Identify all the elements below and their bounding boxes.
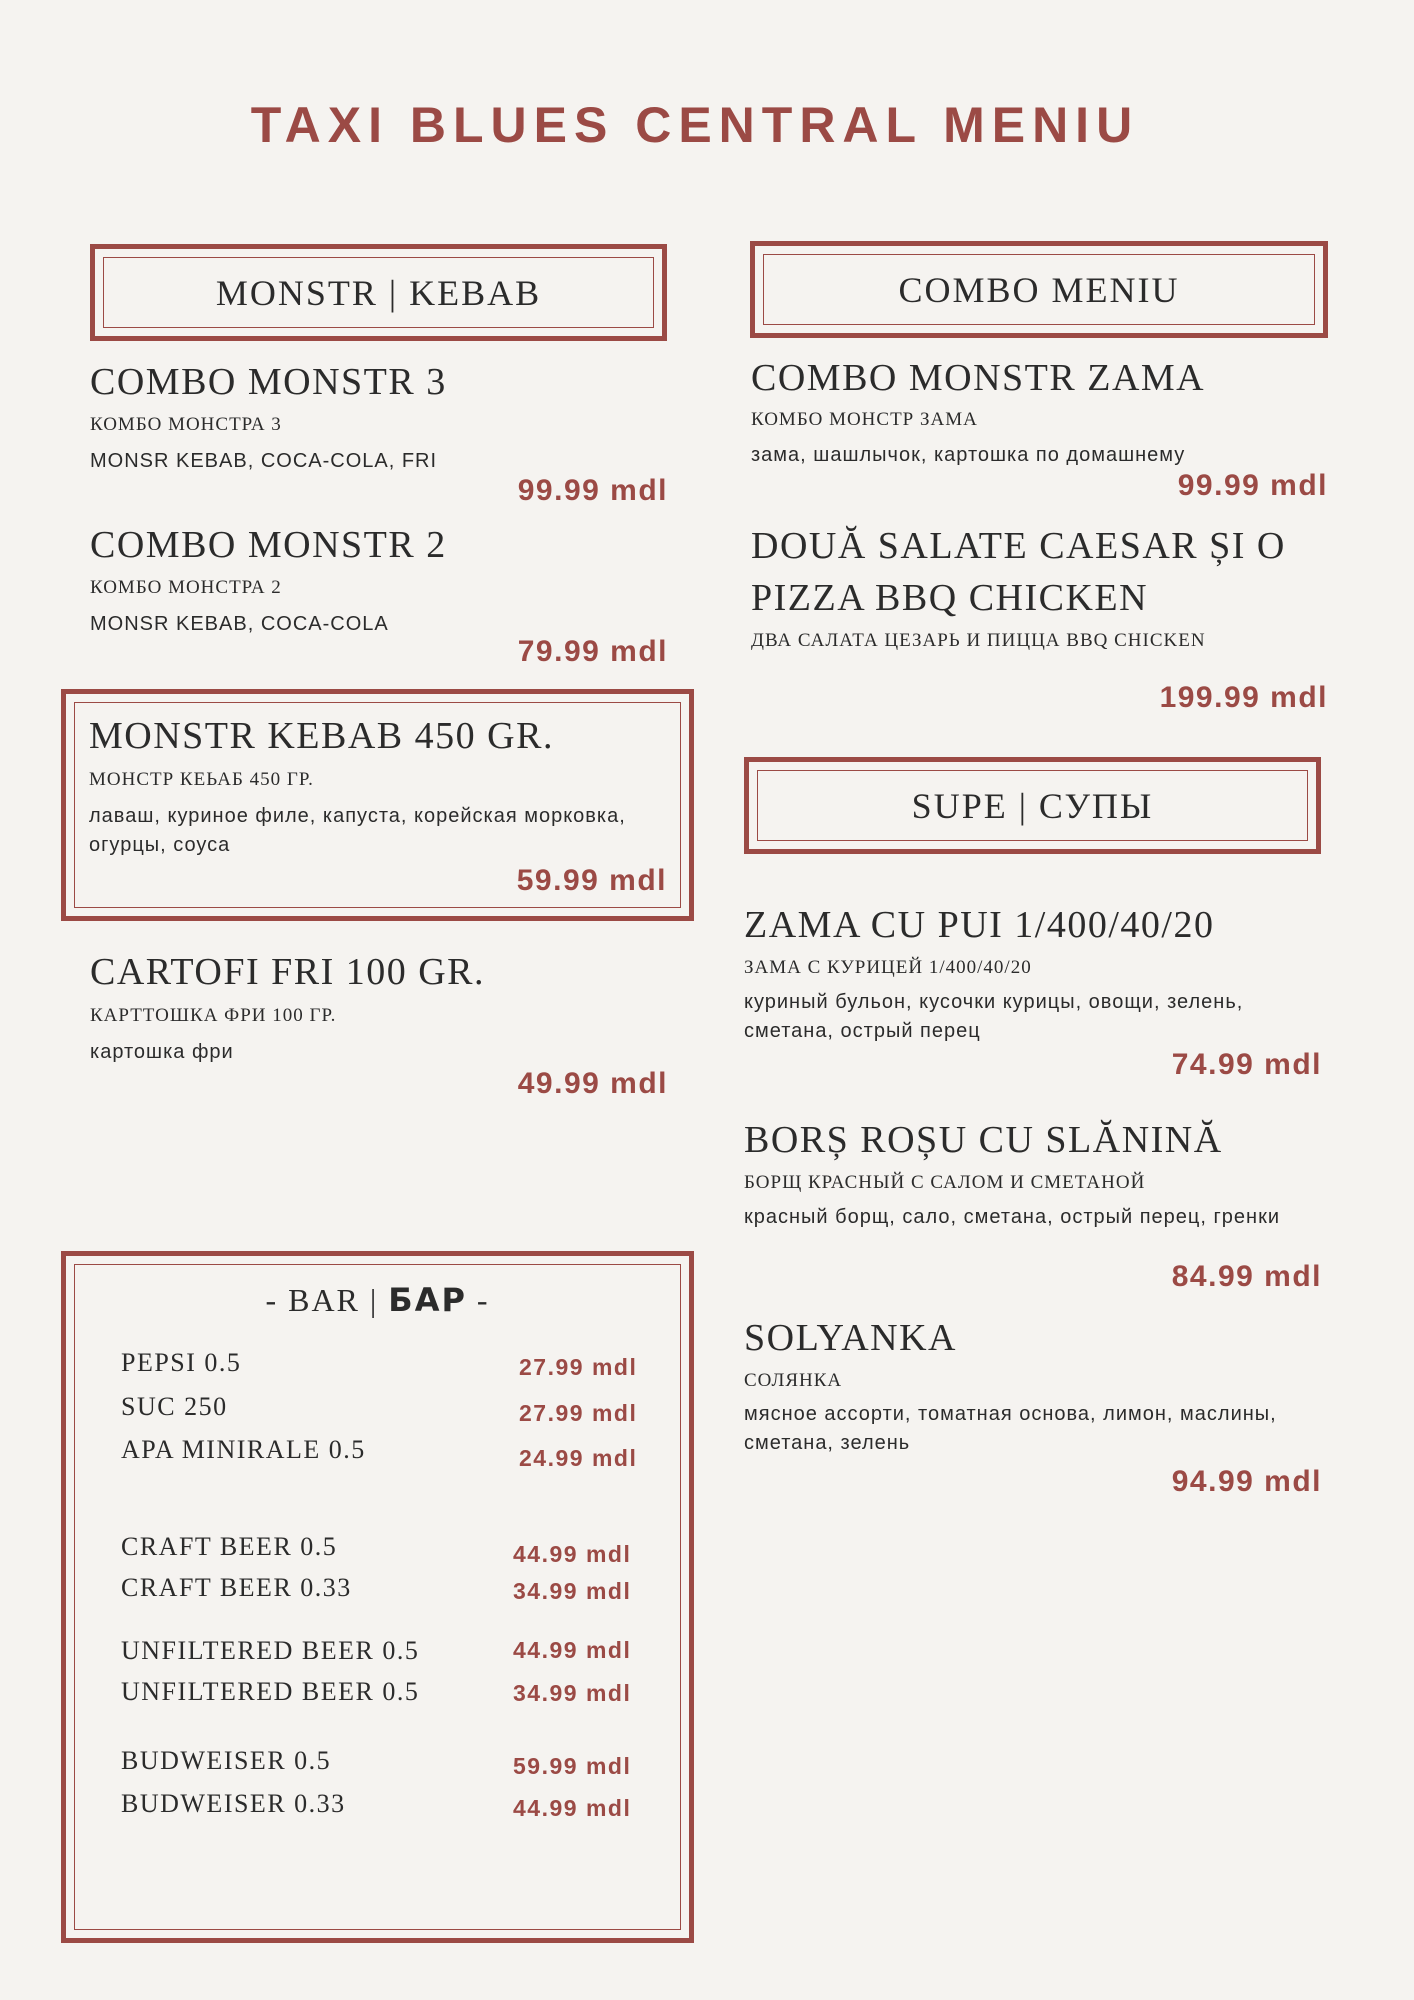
bar-item-name: CRAFT BEER 0.33 xyxy=(121,1573,352,1602)
item-name-ru: ЗАМА С КУРИЦЕЙ 1/400/40/20 xyxy=(744,957,1032,978)
item-name: COMBO MONSTR 3 xyxy=(90,361,447,403)
bar-item-price: 59.99 mdl xyxy=(513,1753,632,1779)
section-title-kebab: MONSTR | KEBAB xyxy=(215,272,542,313)
bar-item-name: APA MINIRALE 0.5 xyxy=(121,1435,366,1464)
bar-item-price: 34.99 mdl xyxy=(513,1680,632,1706)
item-description: красный борщ, сало, сметана, острый перец, гренки xyxy=(744,1206,1281,1228)
bar-item-name: PEPSI 0.5 xyxy=(121,1348,242,1377)
item-description: картошка фри xyxy=(90,1041,234,1063)
section-header-combo xyxy=(750,241,1328,338)
item-description: MONSR KEBAB, COCA-COLA, FRI xyxy=(90,450,438,472)
item-name-ru: МОНСТР КЕЬАБ 450 ГР. xyxy=(89,769,314,790)
item-price: 84.99 mdl xyxy=(1171,1260,1322,1293)
bar-item-name: BUDWEISER 0.5 xyxy=(121,1746,332,1775)
item-price: 94.99 mdl xyxy=(1171,1465,1322,1498)
section-header-supe xyxy=(744,757,1321,854)
item-price: 59.99 mdl xyxy=(516,864,667,897)
item-name: ZAMA CU PUI 1/400/40/20 xyxy=(744,904,1215,946)
bar-item-name: UNFILTERED BEER 0.5 xyxy=(121,1677,420,1706)
bar-item-price: 27.99 mdl xyxy=(519,1400,638,1426)
item-description: куриный бульон, кусочки курицы, овощи, зелень, сметана, острый перец xyxy=(744,991,1244,1042)
item-price: 79.99 mdl xyxy=(517,635,668,668)
bar-item-price: 44.99 mdl xyxy=(513,1541,632,1567)
bar-item-price: 34.99 mdl xyxy=(513,1578,632,1604)
item-name: BORȘ ROȘU CU SLĂNINĂ xyxy=(744,1119,1223,1161)
item-description: лаваш, куриное филе, капуста, корейская морковка, огурцы, соуса xyxy=(89,805,626,856)
item-description: мясное ассорти, томатная основа, лимон, маслины, сметана, зелень xyxy=(744,1403,1277,1454)
bar-item-price: 27.99 mdl xyxy=(519,1354,638,1380)
item-name-ru: КАРТТОШКА ФРИ 100 ГР. xyxy=(90,1005,337,1026)
item-name-ru: БОРЩ КРАСНЫЙ С САЛОМ И СМЕТАНОЙ xyxy=(744,1172,1146,1193)
section-title-combo: COMBO MENIU xyxy=(898,269,1180,310)
bar-item-name: CRAFT BEER 0.5 xyxy=(121,1532,338,1561)
item-name: MONSTR KEBAB 450 GR. xyxy=(89,715,554,757)
bar-item-price: 44.99 mdl xyxy=(513,1637,632,1663)
item-price: 99.99 mdl xyxy=(517,474,668,507)
item-price: 199.99 mdl xyxy=(1159,681,1328,714)
item-name-ru: ДВА САЛАТА ЦЕЗАРЬ И ПИЦЦА BBQ CHICKEN xyxy=(751,630,1206,651)
section-title-supe: SUPE | СУПЫ xyxy=(911,785,1154,826)
bar-item-price: 24.99 mdl xyxy=(519,1445,638,1471)
item-name-ru: КОМБО МОНСТРА 3 xyxy=(90,414,282,435)
item-name: CARTOFI FRI 100 GR. xyxy=(90,951,486,993)
item-name-ru: КОМБО МОНСТРА 2 xyxy=(90,577,282,598)
item-description: зама, шашлычок, картошка по домашнему xyxy=(751,444,1186,466)
item-price: 99.99 mdl xyxy=(1177,469,1328,502)
item-name: DOUĂ SALATE CAESAR ȘI O PIZZA BBQ CHICKEN xyxy=(751,525,1286,619)
item-price: 49.99 mdl xyxy=(517,1067,668,1100)
item-name: SOLYANKA xyxy=(744,1317,957,1359)
item-name-ru: КОМБО МОНСТР ЗАМА xyxy=(751,409,978,430)
bar-section-title: - BAR | БАР - xyxy=(265,1281,490,1319)
section-header-kebab xyxy=(90,244,667,341)
bar-item-name: BUDWEISER 0.33 xyxy=(121,1789,346,1818)
item-description: MONSR KEBAB, COCA-COLA xyxy=(90,613,389,635)
item-price: 74.99 mdl xyxy=(1171,1048,1322,1081)
bar-item-name: SUC 250 xyxy=(121,1392,228,1421)
menu-title: TAXI BLUES CENTRAL MENIU xyxy=(250,97,1140,153)
item-name-ru: СОЛЯНКА xyxy=(744,1370,843,1391)
bar-item-name: UNFILTERED BEER 0.5 xyxy=(121,1636,420,1665)
item-name: COMBO MONSTR 2 xyxy=(90,524,447,566)
item-name: COMBO MONSTR ZAMA xyxy=(751,357,1206,399)
bar-item-price: 44.99 mdl xyxy=(513,1795,632,1821)
